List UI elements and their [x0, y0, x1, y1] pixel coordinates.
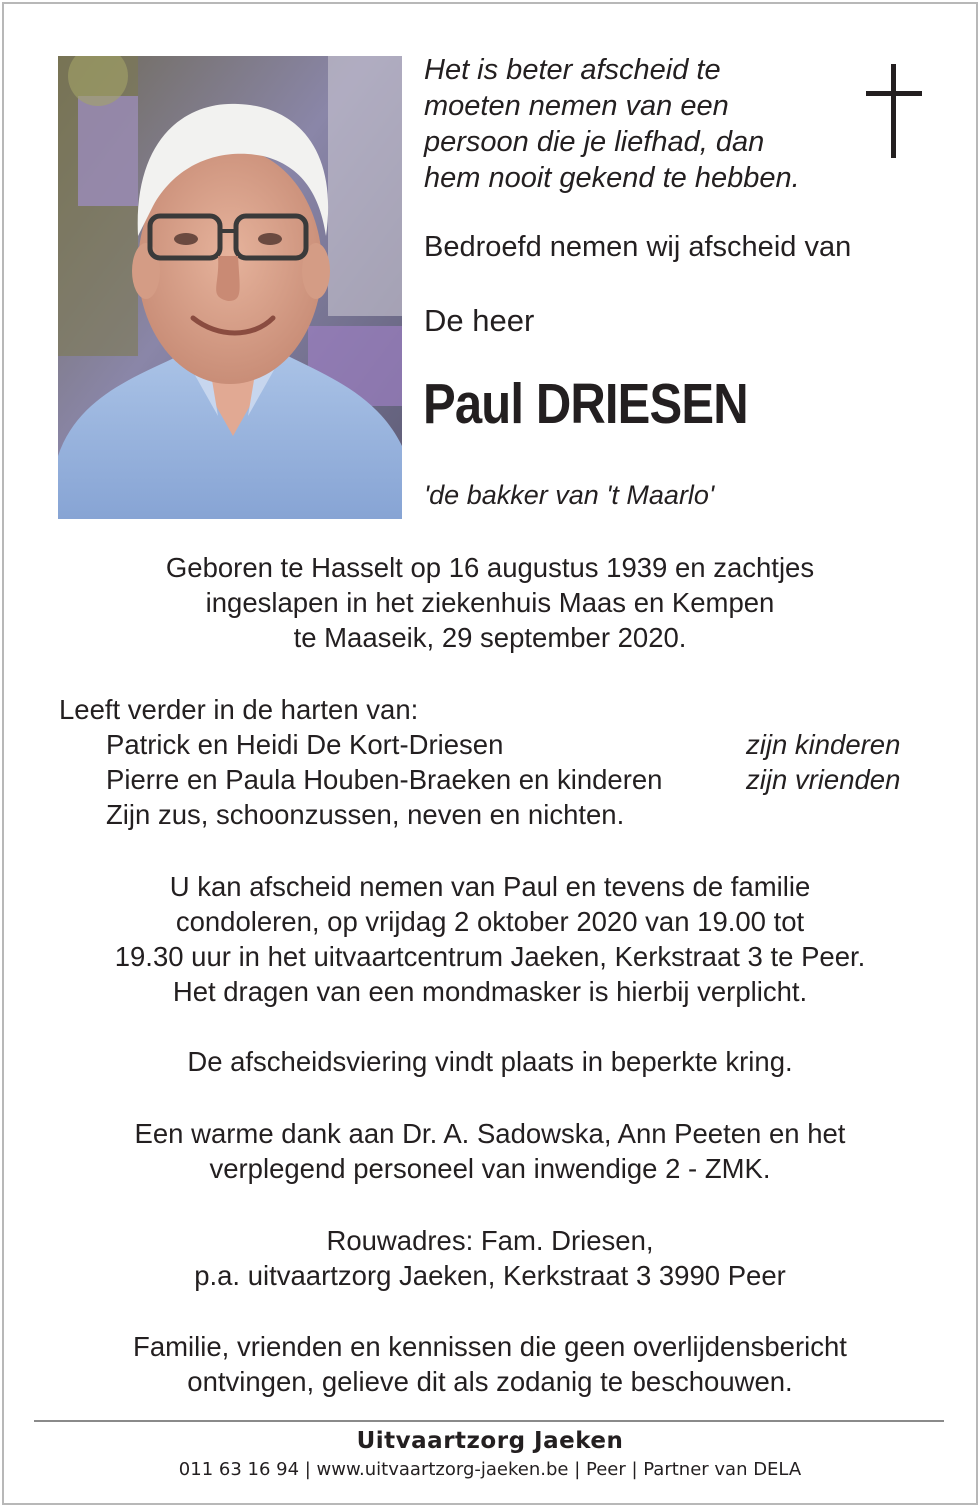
funeral-home-contact: 011 63 16 94 | www.uitvaartzorg-jaeken.be | Peer | Partner van DELA	[178, 1459, 802, 1480]
deceased-name: Paul DRIESEN	[423, 372, 748, 436]
survivor-relation: zijn vrienden	[746, 764, 901, 795]
portrait-photo	[58, 56, 402, 519]
funeral-home-name: Uitvaartzorg Jaeken	[356, 1428, 624, 1454]
paragraph-line: Een warme dank aan Dr. A. Sadowska, Ann Peeten en het	[134, 1118, 846, 1149]
thanks-paragraph	[40, 1116, 940, 1186]
footer-divider	[34, 1420, 944, 1422]
survivor-row	[106, 727, 918, 762]
paragraph-line: De afscheidsviering vindt plaats in beperkte kring.	[187, 1046, 793, 1077]
notice-paragraph	[40, 1329, 940, 1399]
paragraph-line: ontvingen, gelieve dit als zodanig te beschouwen.	[187, 1366, 793, 1397]
quote-line: Het is beter afscheid te	[424, 54, 721, 86]
nickname: 'de bakker van 't Maarlo'	[424, 480, 715, 510]
ceremony-paragraph	[40, 1044, 940, 1079]
paragraph-line: Rouwadres: Fam. Driesen,	[326, 1225, 654, 1256]
paragraph-line: condoleren, op vrijdag 2 oktober 2020 van 19.00 tot	[175, 906, 805, 937]
intro-text: Bedroefd nemen wij afscheid van	[424, 231, 852, 263]
quote	[424, 52, 854, 196]
cross-icon	[866, 64, 922, 158]
survivor-names: Pierre en Paula Houben-Braeken en kinderen	[106, 764, 663, 795]
quote-line: moeten nemen van een	[424, 90, 729, 122]
paragraph-line: Geboren te Hasselt op 16 augustus 1939 en zachtjes	[165, 552, 815, 583]
survivor-row	[106, 762, 918, 797]
survivors-heading: Leeft verder in de harten van:	[59, 694, 419, 725]
survivor-names: Zijn zus, schoonzussen, neven en nichten.	[106, 799, 625, 830]
paragraph-line: p.a. uitvaartzorg Jaeken, Kerkstraat 3 3990 Peer	[194, 1260, 786, 1291]
survivor-names: Patrick en Heidi De Kort-Driesen	[106, 729, 504, 760]
paragraph-line: Het dragen van een mondmasker is hierbij verplicht.	[172, 976, 808, 1007]
paragraph-line: 19.30 uur in het uitvaartcentrum Jaeken, Kerkstraat 3 te Peer.	[114, 941, 866, 972]
paragraph-line: verplegend personeel van inwendige 2 - ZMK.	[209, 1153, 771, 1184]
address-paragraph	[40, 1223, 940, 1293]
paragraph-line: te Maaseik, 29 september 2020.	[293, 622, 687, 653]
paragraph-line: ingeslapen in het ziekenhuis Maas en Kempen	[205, 587, 775, 618]
birth-death-paragraph	[40, 550, 940, 655]
survivor-relation: zijn kinderen	[746, 729, 901, 760]
paragraph-line: U kan afscheid nemen van Paul en tevens de familie	[169, 871, 811, 902]
survivor-row	[106, 797, 918, 832]
quote-line: persoon die je liefhad, dan	[424, 126, 765, 158]
honorific: De heer	[424, 303, 535, 338]
paragraph-line: Familie, vrienden en kennissen die geen overlijdensbericht	[133, 1331, 847, 1362]
visitation-paragraph	[40, 869, 940, 1009]
quote-line: hem nooit gekend te hebben.	[424, 162, 800, 194]
